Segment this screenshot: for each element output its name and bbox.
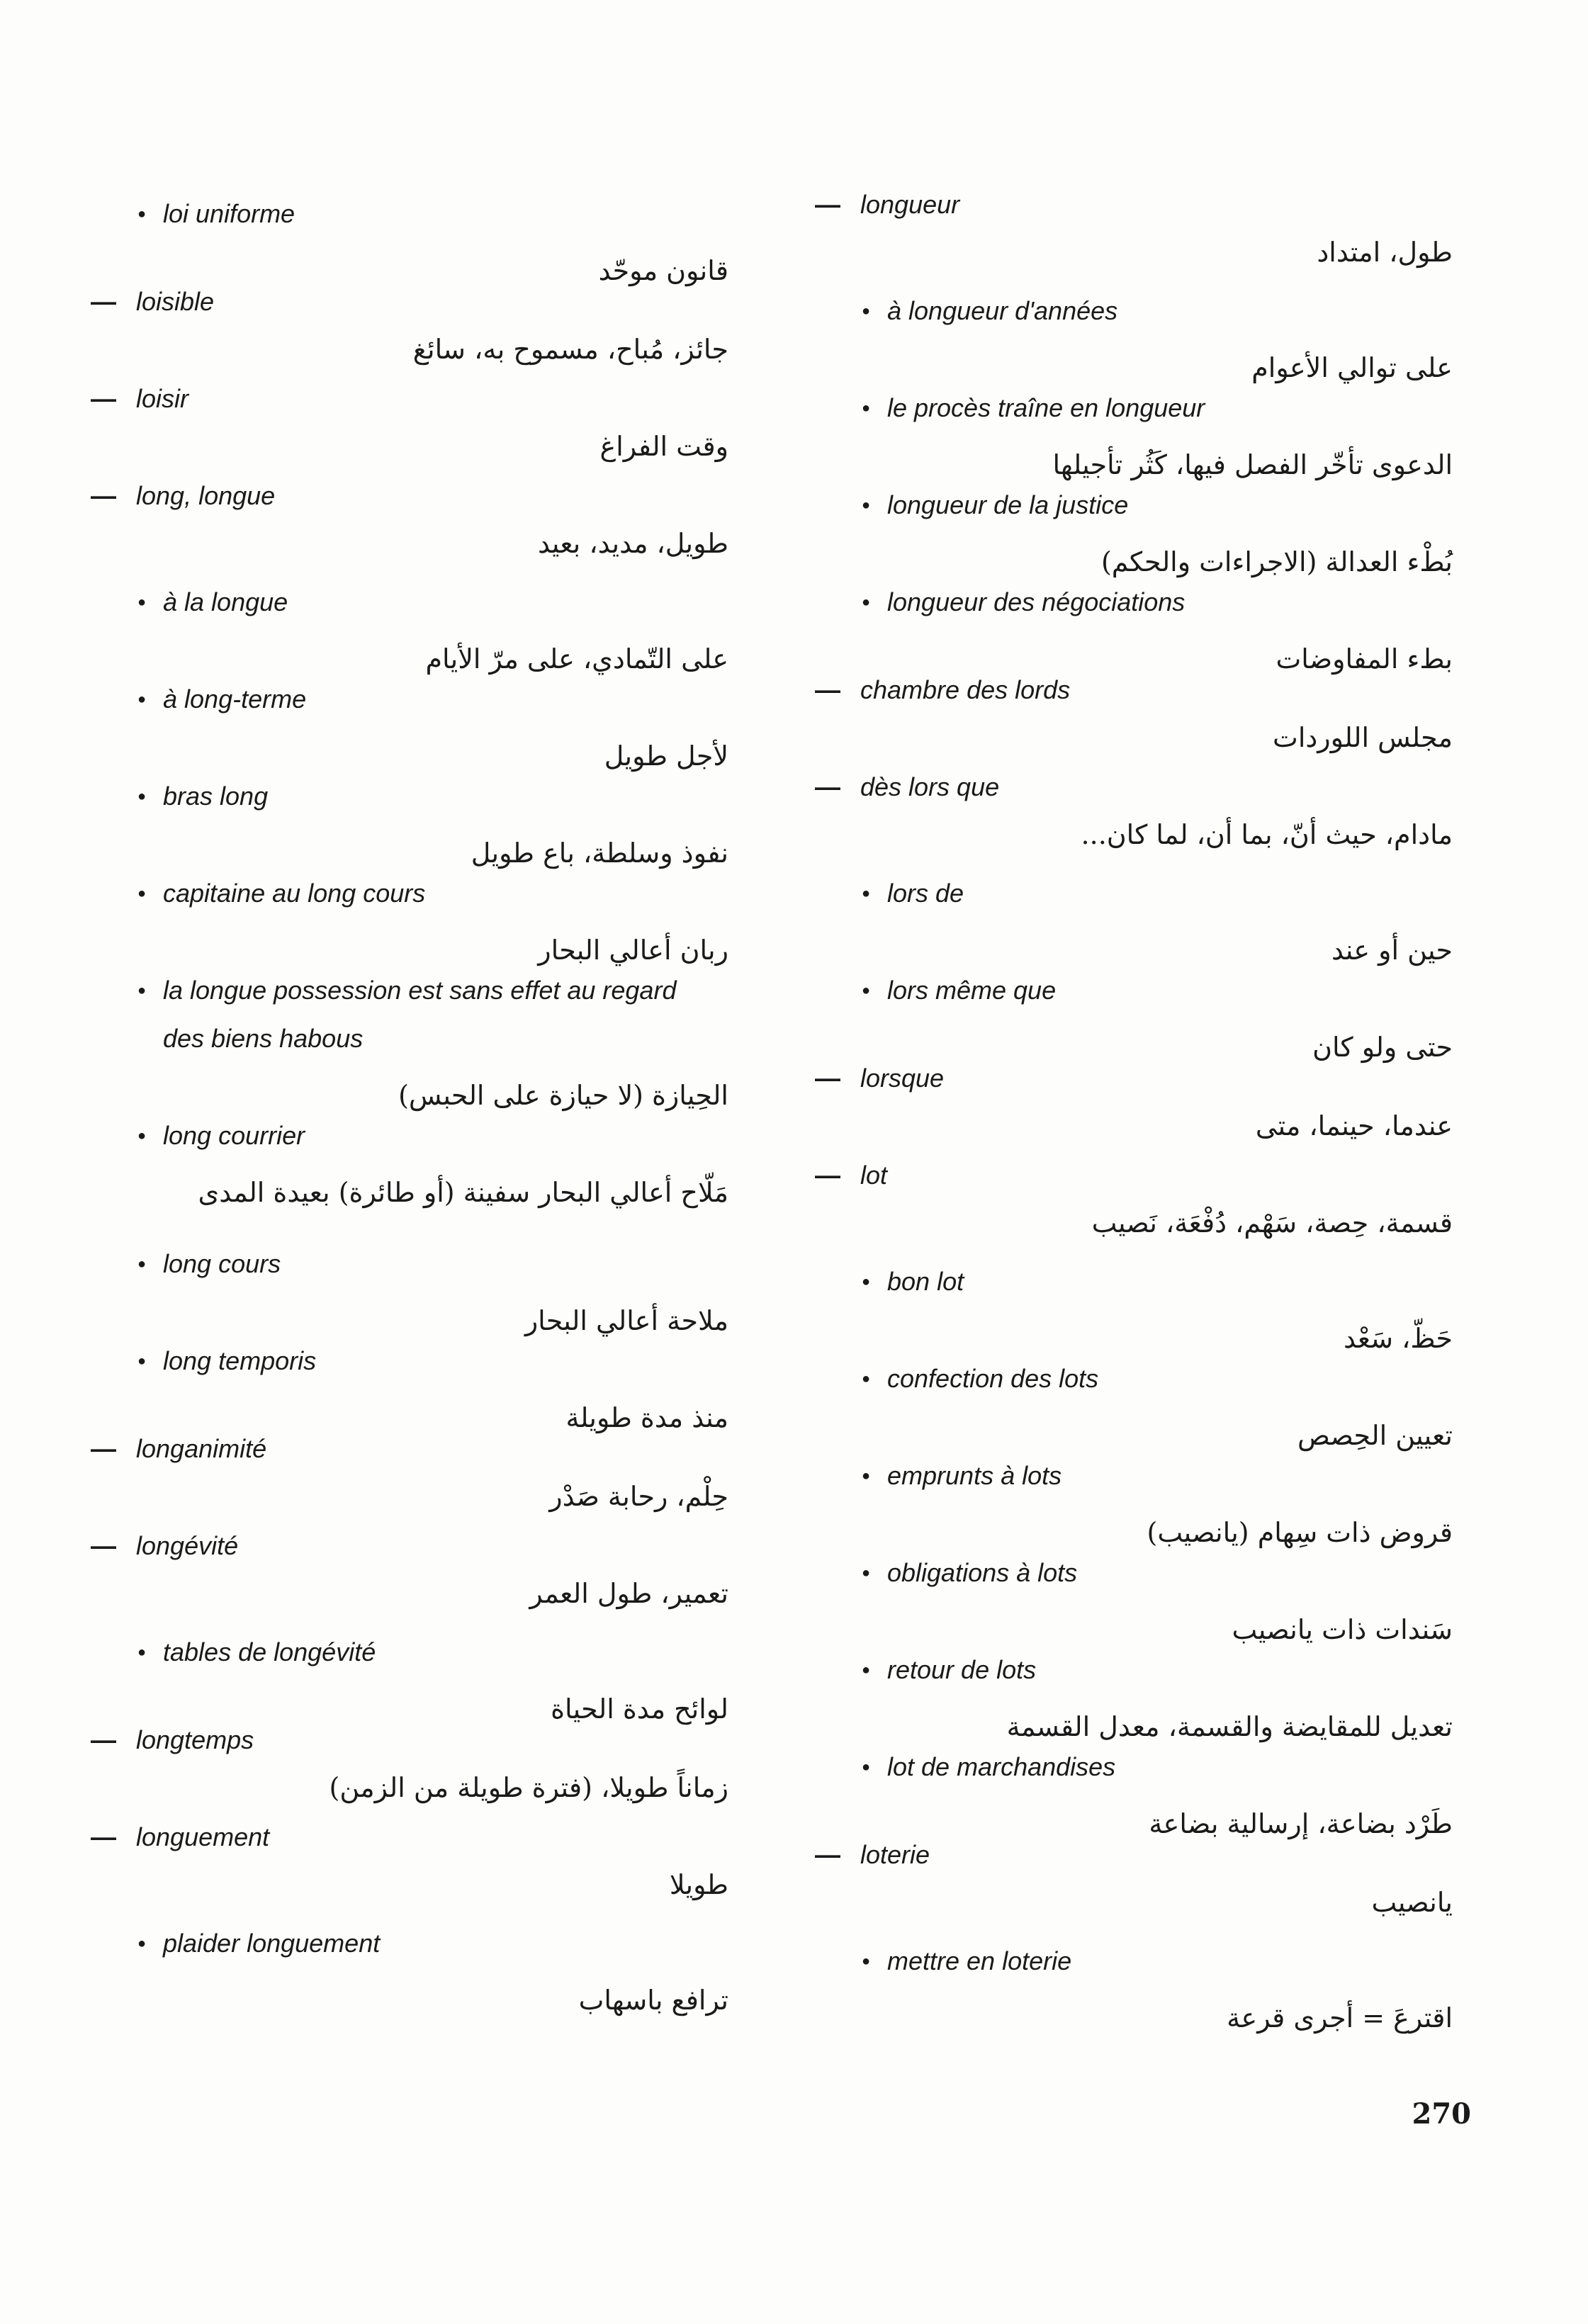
- french-subterm: ● emprunts à lots: [815, 1452, 1412, 1500]
- arabic-translation: وقت الفراغ: [599, 431, 728, 462]
- arabic-translation: قروض ذات سِهام (يانصيب): [1147, 1517, 1453, 1548]
- arabic-translation: قانون موحّد: [598, 255, 728, 286]
- french-subterm: ● le procès traîne en longueur: [815, 384, 1412, 432]
- arabic-translation: لوائح مدة الحياة: [551, 1693, 728, 1725]
- entry-sub: [91, 1337, 728, 1434]
- entry-sub: [91, 966, 728, 1112]
- entry-sub: [815, 384, 1453, 481]
- right-column: [815, 190, 1453, 2034]
- arabic-translation: مَلّاح أعالي البحار سفينة (أو طائرة) بعيدة المدى: [198, 1177, 728, 1208]
- french-subterm: ● mettre en loterie: [815, 1937, 1412, 1985]
- entry-sub: [815, 1355, 1453, 1452]
- entry-main: [91, 1434, 728, 1531]
- entry-sub: [815, 1549, 1453, 1646]
- arabic-translation: طَرْد بضاعة، إرسالية بضاعة: [1149, 1808, 1453, 1839]
- entry-sub: [91, 772, 728, 869]
- arabic-translation: طول، امتداد: [1317, 237, 1453, 268]
- arabic-translation: يانصيب: [1371, 1887, 1453, 1918]
- arabic-translation: سَندات ذات يانصيب: [1232, 1614, 1453, 1645]
- french-subterm: ● bon lot: [815, 1258, 1412, 1306]
- arabic-translation: مادام، حيث أنّ، بما أن، لما كان...: [1081, 819, 1453, 850]
- french-headword: — loterie: [815, 1840, 1453, 1870]
- french-headword: — longanimité: [91, 1434, 728, 1464]
- entry-main: [815, 675, 1453, 772]
- french-subterm: ● tables de longévité: [91, 1628, 687, 1676]
- arabic-translation: حين أو عند: [1331, 935, 1453, 966]
- arabic-translation: الحِيازة (لا حيازة على الحبس): [398, 1080, 728, 1111]
- arabic-translation: بطء المفاوضات: [1276, 643, 1453, 675]
- entry-sub: [815, 869, 1453, 966]
- entry-main: [815, 190, 1453, 287]
- arabic-translation: منذ مدة طويلة: [565, 1402, 728, 1433]
- entry-main: [91, 384, 728, 481]
- french-subterm: ● loi uniforme: [91, 190, 687, 238]
- entry-sub: [91, 869, 728, 966]
- french-subterm: ● longueur de la justice: [815, 481, 1412, 529]
- french-subterm: ● confection des lots: [815, 1355, 1412, 1403]
- arabic-translation: على التّمادي، على مرّ الأيام: [425, 643, 728, 675]
- french-subterm: ● lot de marchandises: [815, 1743, 1412, 1791]
- french-subterm: ● lors même que: [815, 966, 1412, 1015]
- entry-sub: [91, 1112, 728, 1240]
- french-headword: — dès lors que: [815, 772, 1453, 802]
- french-subterm: ● à la longue: [91, 578, 687, 626]
- arabic-translation: الدعوى تأخّر الفصل فيها، كَثُر تأجيلها: [1052, 449, 1453, 480]
- arabic-translation: طويلا: [669, 1869, 728, 1900]
- french-headword: — loisible: [91, 287, 728, 317]
- french-subterm: ● long cours: [91, 1240, 687, 1288]
- entry-main: [91, 481, 728, 578]
- entry-sub: [91, 578, 728, 675]
- arabic-translation: تعديل للمقايضة والقسمة، معدل القسمة: [1006, 1711, 1453, 1742]
- entry-sub: [91, 190, 728, 287]
- french-headword: — longueur: [815, 190, 1453, 220]
- french-headword: — lorsque: [815, 1064, 1453, 1093]
- french-headword: — long, longue: [91, 481, 728, 511]
- french-headword: — longuement: [91, 1822, 728, 1852]
- french-headword: — longévité: [91, 1531, 728, 1561]
- entry-sub: [91, 1919, 728, 2016]
- entry-sub: [815, 578, 1453, 675]
- arabic-translation: اقترعَ = أجرى قرعة: [1227, 2002, 1453, 2034]
- arabic-translation: حتى ولو كان: [1312, 1032, 1453, 1063]
- entry-sub: [815, 481, 1453, 578]
- arabic-translation: حِلْم، رحابة صَدْر: [549, 1481, 728, 1512]
- entry-sub: [91, 675, 728, 772]
- entry-sub: [815, 287, 1453, 384]
- french-headword: — chambre des lords: [815, 675, 1453, 705]
- entry-main: [815, 1840, 1453, 1937]
- french-subterm: ● lors de: [815, 869, 1412, 918]
- arabic-translation: قسمة، حِصة، سَهْم، دُفْعَة، نَصيب: [1091, 1207, 1453, 1239]
- french-headword: — loisir: [91, 384, 728, 414]
- french-subterm: ● la longue possession est sans effet au regard des biens habous: [91, 966, 687, 1063]
- arabic-translation: بُطْء العدالة (الاجراءات والحكم): [1100, 546, 1453, 577]
- entry-sub: [91, 1628, 728, 1725]
- arabic-translation: على توالي الأعوام: [1251, 352, 1453, 383]
- entry-sub: [815, 1646, 1453, 1743]
- arabic-translation: زماناً طويلا، (فترة طويلة من الزمن): [329, 1772, 728, 1803]
- entry-sub: [815, 966, 1453, 1064]
- entry-sub: [815, 1743, 1453, 1840]
- french-subterm: ● à long-terme: [91, 675, 687, 723]
- entry-sub: [91, 1240, 728, 1337]
- arabic-translation: تعمير، طول العمر: [529, 1578, 728, 1609]
- left-column: [91, 190, 728, 2016]
- arabic-translation: عندما، حينما، متى: [1255, 1110, 1453, 1141]
- french-subterm: ● capitaine au long cours: [91, 869, 687, 918]
- entry-main: [815, 1161, 1453, 1258]
- entry-sub: [815, 1258, 1453, 1355]
- entry-main: [91, 287, 728, 384]
- french-subterm: ● bras long: [91, 772, 687, 820]
- arabic-translation: ربان أعالي البحار: [538, 935, 728, 966]
- french-subterm: ● long temporis: [91, 1337, 687, 1385]
- arabic-translation: لأجل طويل: [604, 740, 728, 772]
- arabic-translation: تعيين الحِصص: [1297, 1420, 1453, 1451]
- entry-main: [91, 1725, 728, 1822]
- arabic-translation: حَظّ، سَعْد: [1343, 1323, 1453, 1354]
- entry-sub: [815, 1452, 1453, 1549]
- page-number: 270: [1412, 2097, 1471, 2131]
- french-subterm: ● à longueur d'années: [815, 287, 1412, 335]
- entry-main: [91, 1531, 728, 1628]
- french-subterm: ● long courrier: [91, 1112, 687, 1160]
- arabic-translation: طويل، مديد، بعيد: [537, 528, 728, 559]
- entry-main: [815, 1064, 1453, 1161]
- arabic-translation: مجلس اللوردات: [1273, 722, 1453, 753]
- arabic-translation: جائز، مُباح، مسموح به، سائغ: [412, 334, 728, 365]
- french-headword: — lot: [815, 1161, 1453, 1190]
- entry-main: [91, 1822, 728, 1919]
- french-headword: — longtemps: [91, 1725, 728, 1755]
- arabic-translation: نفوذ وسلطة، باع طويل: [471, 837, 728, 869]
- french-subterm: ● retour de lots: [815, 1646, 1412, 1694]
- arabic-translation: ترافع باسهاب: [578, 1985, 728, 2016]
- french-subterm: ● plaider longuement: [91, 1919, 687, 1968]
- entry-sub: [815, 1937, 1453, 2034]
- french-subterm: ● obligations à lots: [815, 1549, 1412, 1597]
- french-subterm: ● longueur des négociations: [815, 578, 1412, 626]
- arabic-translation: ملاحة أعالي البحار: [524, 1305, 728, 1336]
- entry-main: [815, 772, 1453, 869]
